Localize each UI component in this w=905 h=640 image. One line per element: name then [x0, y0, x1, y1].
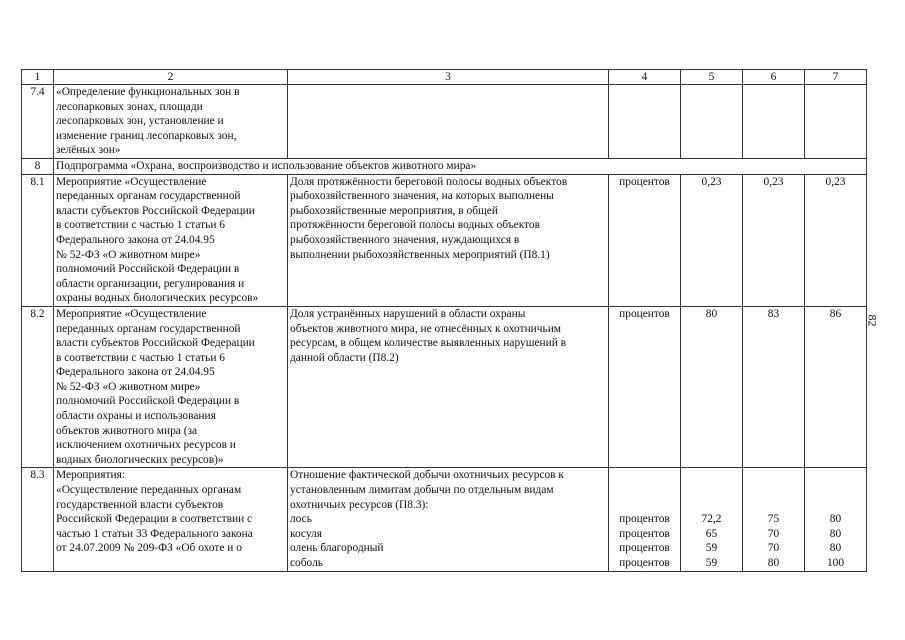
- indicator-cell-lines: [290, 468, 606, 570]
- row-number: 8.1: [22, 174, 54, 306]
- measure-cell-line: «Определение функциональных зон в: [56, 86, 240, 98]
- value-col6-cell-lines: [745, 307, 802, 322]
- value-col6-cell-line: 70: [767, 542, 780, 555]
- header-cell: 2: [54, 70, 288, 85]
- measure-cell-line: власти субъектов Российской Федерации: [56, 204, 255, 217]
- value-col6-cell: [743, 306, 805, 468]
- table-row: [22, 306, 867, 468]
- measure-cell-line: полномочий Российской Федерации в: [56, 263, 240, 276]
- value-col6-cell-lines: [745, 468, 802, 570]
- measure-cell-line: Федерального закона от 24.04.95: [56, 366, 215, 379]
- unit-cell-line: [611, 498, 678, 513]
- measure-cell-lines: [56, 468, 285, 556]
- row-number: 7.4: [22, 85, 54, 159]
- value-col6-cell-lines: [745, 175, 802, 190]
- indicator-cell-line: олень благородный: [290, 542, 384, 555]
- value-col5-cell-line: 65: [705, 527, 718, 540]
- indicator-cell-line: косуля: [290, 527, 322, 540]
- unit-cell-line: процентов: [619, 542, 670, 555]
- value-col5-cell-line: 59: [705, 542, 718, 555]
- measure-cell-line: лесопарковых зонах, площади: [56, 100, 203, 113]
- indicator-cell-line: ресурсам, в общем количестве выявленных нарушений в: [290, 337, 567, 350]
- value-col5-cell-line: [683, 498, 740, 513]
- value-col7-cell-line: 80: [829, 542, 842, 555]
- measure-cell-line: Федерального закона от 24.04.95: [56, 233, 215, 246]
- measure-cell: [54, 468, 288, 571]
- measure-cell-line: власти субъектов Российской Федерации: [56, 337, 255, 350]
- indicator-cell-line: рыбохозяйственного значения, на которых выполнены: [290, 190, 554, 203]
- measure-cell-lines: [56, 307, 285, 468]
- unit-cell-line: процентов: [619, 513, 670, 526]
- measure-cell-line: изменение границ лесопарковых зон,: [56, 129, 237, 142]
- table-row: [22, 174, 867, 306]
- measure-cell-line: полномочий Российской Федерации в: [56, 395, 240, 408]
- value-col7-cell-line: [807, 483, 864, 498]
- value-col7-cell-line: 80: [829, 527, 842, 540]
- indicator-cell-line: лось: [290, 513, 312, 526]
- header-cell: 3: [288, 70, 609, 85]
- indicator-cell-lines: [290, 307, 606, 365]
- row-number: 8.3: [22, 468, 54, 571]
- value-col7-cell-lines: [807, 175, 864, 190]
- measure-cell-line: переданных органам государственной: [56, 322, 241, 335]
- page-number: 82: [865, 314, 880, 327]
- value-col7-cell: [805, 174, 867, 306]
- unit-cell: [609, 174, 681, 306]
- value-col6-cell-line: 75: [767, 513, 780, 526]
- indicator-cell-line: Отношение фактической добычи охотничьих ресурсов к: [290, 469, 564, 482]
- measure-cell-line: от 24.07.2009 № 209-ФЗ «Об охоте и о: [56, 542, 242, 555]
- measure-cell-line: частью 1 статьи 33 Федерального закона: [56, 527, 253, 540]
- value-col6-cell-line: 80: [767, 557, 780, 569]
- value-col7-cell-line: [807, 468, 864, 483]
- measure-cell-line: зелёных зон»: [56, 144, 121, 157]
- value-col5-cell-line: 80: [705, 307, 718, 320]
- measure-cell-line: «Осуществление переданных органам: [56, 484, 242, 497]
- indicator-cell-line: объектов животного мира, не отнесённых к охотничьим: [290, 322, 561, 335]
- indicator-cell-line: рыбохозяйственные мероприятия, в общей: [290, 204, 498, 217]
- table-row: [22, 158, 867, 174]
- header-cell: 7: [805, 70, 867, 85]
- value-col6-cell-line: [745, 468, 802, 483]
- row-number: 8: [22, 158, 54, 174]
- indicator-cell-line: соболь: [290, 557, 323, 569]
- unit-cell-line: [611, 483, 678, 498]
- unit-cell-line: процентов: [619, 307, 670, 320]
- value-col7-cell-line: 80: [829, 513, 842, 526]
- value-col7-cell-lines: [807, 468, 864, 570]
- measure-cell-line: лесопарковых зон, установление и: [56, 115, 224, 128]
- indicator-cell: [288, 85, 609, 159]
- indicator-cell: [288, 306, 609, 468]
- indicator-cell-line: данной области (П8.2): [290, 351, 399, 364]
- value-col7-cell-lines: [807, 307, 864, 322]
- indicator-cell-line: протяжённости береговой полосы водных объектов: [290, 219, 541, 232]
- table-row: [22, 468, 867, 571]
- measure-cell-line: охраны водных биологических ресурсов»: [56, 292, 259, 305]
- value-col7-cell-line: 0,23: [825, 175, 846, 188]
- value-col6-cell-line: [745, 483, 802, 498]
- value-col6-cell: [743, 85, 805, 159]
- measure-cell-line: Мероприятие «Осуществление: [56, 307, 207, 320]
- value-col7-cell-line: 100: [826, 557, 845, 569]
- indicator-cell-line: выполнении рыбохозяйственных мероприятий (П8.1): [290, 248, 550, 261]
- measure-cell-line: Российской Федерации в соответствии с: [56, 513, 253, 526]
- measure-cell-line: в соответствии с частью 1 статьи 6: [56, 219, 225, 232]
- measure-cell-lines: [56, 85, 285, 158]
- measure-cell-line: исключением охотничьих ресурсов и: [56, 439, 236, 452]
- header-cell: 4: [609, 70, 681, 85]
- table-row: [22, 85, 867, 159]
- value-col6-cell-line: [745, 498, 802, 513]
- header-cell: 5: [681, 70, 743, 85]
- measure-cell: [54, 174, 288, 306]
- value-col6-cell-line: 0,23: [763, 175, 784, 188]
- measure-cell-line: в соответствии с частью 1 статьи 6: [56, 351, 225, 364]
- value-col7-cell: [805, 468, 867, 571]
- measure-cell-line: Мероприятие «Осуществление: [56, 175, 207, 188]
- indicator-cell-line: установленным лимитам добычи по отдельным видам: [290, 484, 554, 497]
- value-col6-cell: [743, 468, 805, 571]
- measure-cell-line: области организации, регулирования и: [56, 277, 245, 290]
- unit-cell-lines: [611, 307, 678, 322]
- measure-cell-line: № 52-ФЗ «О животном мире»: [56, 380, 201, 393]
- value-col5-cell: [681, 468, 743, 571]
- unit-cell: [609, 468, 681, 571]
- unit-cell-line: процентов: [619, 175, 670, 188]
- measure-cell: [54, 85, 288, 159]
- subprogram-title: Подпрограмма «Охрана, воспроизводство и использование объектов животного мира»: [54, 158, 867, 174]
- unit-cell-line: процентов: [619, 557, 670, 569]
- header-cell: 6: [743, 70, 805, 85]
- measure-cell-line: № 52-ФЗ «О животном мире»: [56, 248, 201, 261]
- value-col6-cell-line: 83: [767, 307, 780, 320]
- measure-cell: [54, 306, 288, 468]
- header-row: [22, 70, 867, 85]
- unit-cell-line: процентов: [619, 527, 670, 540]
- value-col5-cell: [681, 174, 743, 306]
- measure-cell-line: переданных органам государственной: [56, 190, 241, 203]
- value-col5-cell-line: [683, 483, 740, 498]
- unit-cell-lines: [611, 175, 678, 190]
- measure-cell-line: водных биологических ресурсов)»: [56, 453, 224, 466]
- value-col5-cell-line: 72,2: [701, 513, 722, 526]
- row-number: 8.2: [22, 306, 54, 468]
- value-col5-cell-lines: [683, 468, 740, 570]
- value-col5-cell: [681, 85, 743, 159]
- measure-cell-lines: [56, 175, 285, 306]
- measure-cell-line: области охраны и использования: [56, 410, 216, 423]
- unit-cell: [609, 85, 681, 159]
- indicator-cell-line: Доля протяжённости береговой полосы водных объектов: [290, 175, 568, 188]
- value-col7-cell-line: 86: [829, 307, 842, 320]
- value-col7-cell: [805, 306, 867, 468]
- value-col6-cell: [743, 174, 805, 306]
- indicator-cell-line: рыбохозяйственного значения, нуждающихся в: [290, 233, 520, 246]
- header-cell: 1: [22, 70, 54, 85]
- value-col7-cell-line: [807, 498, 864, 513]
- value-col5-cell: [681, 306, 743, 468]
- indicator-cell-line: Доля устранённых нарушений в области охраны: [290, 307, 526, 320]
- indicators-table: [21, 69, 867, 572]
- unit-cell-lines: [611, 468, 678, 570]
- value-col5-cell-line: 59: [705, 557, 718, 569]
- indicator-cell-lines: [290, 175, 606, 263]
- value-col6-cell-line: 70: [767, 527, 780, 540]
- value-col7-cell: [805, 85, 867, 159]
- value-col5-cell-line: 0,23: [701, 175, 722, 188]
- measure-cell-line: государственной власти субъектов: [56, 498, 224, 511]
- indicator-cell-line: охотничьих ресурсов (П8.3):: [290, 498, 429, 511]
- indicator-cell: [288, 468, 609, 571]
- value-col5-cell-line: [683, 468, 740, 483]
- unit-cell: [609, 306, 681, 468]
- value-col5-cell-lines: [683, 175, 740, 190]
- measure-cell-line: Мероприятия:: [56, 469, 126, 482]
- unit-cell-line: [611, 468, 678, 483]
- measure-cell-line: объектов животного мира (за: [56, 424, 198, 437]
- indicator-cell: [288, 174, 609, 306]
- value-col5-cell-lines: [683, 307, 740, 322]
